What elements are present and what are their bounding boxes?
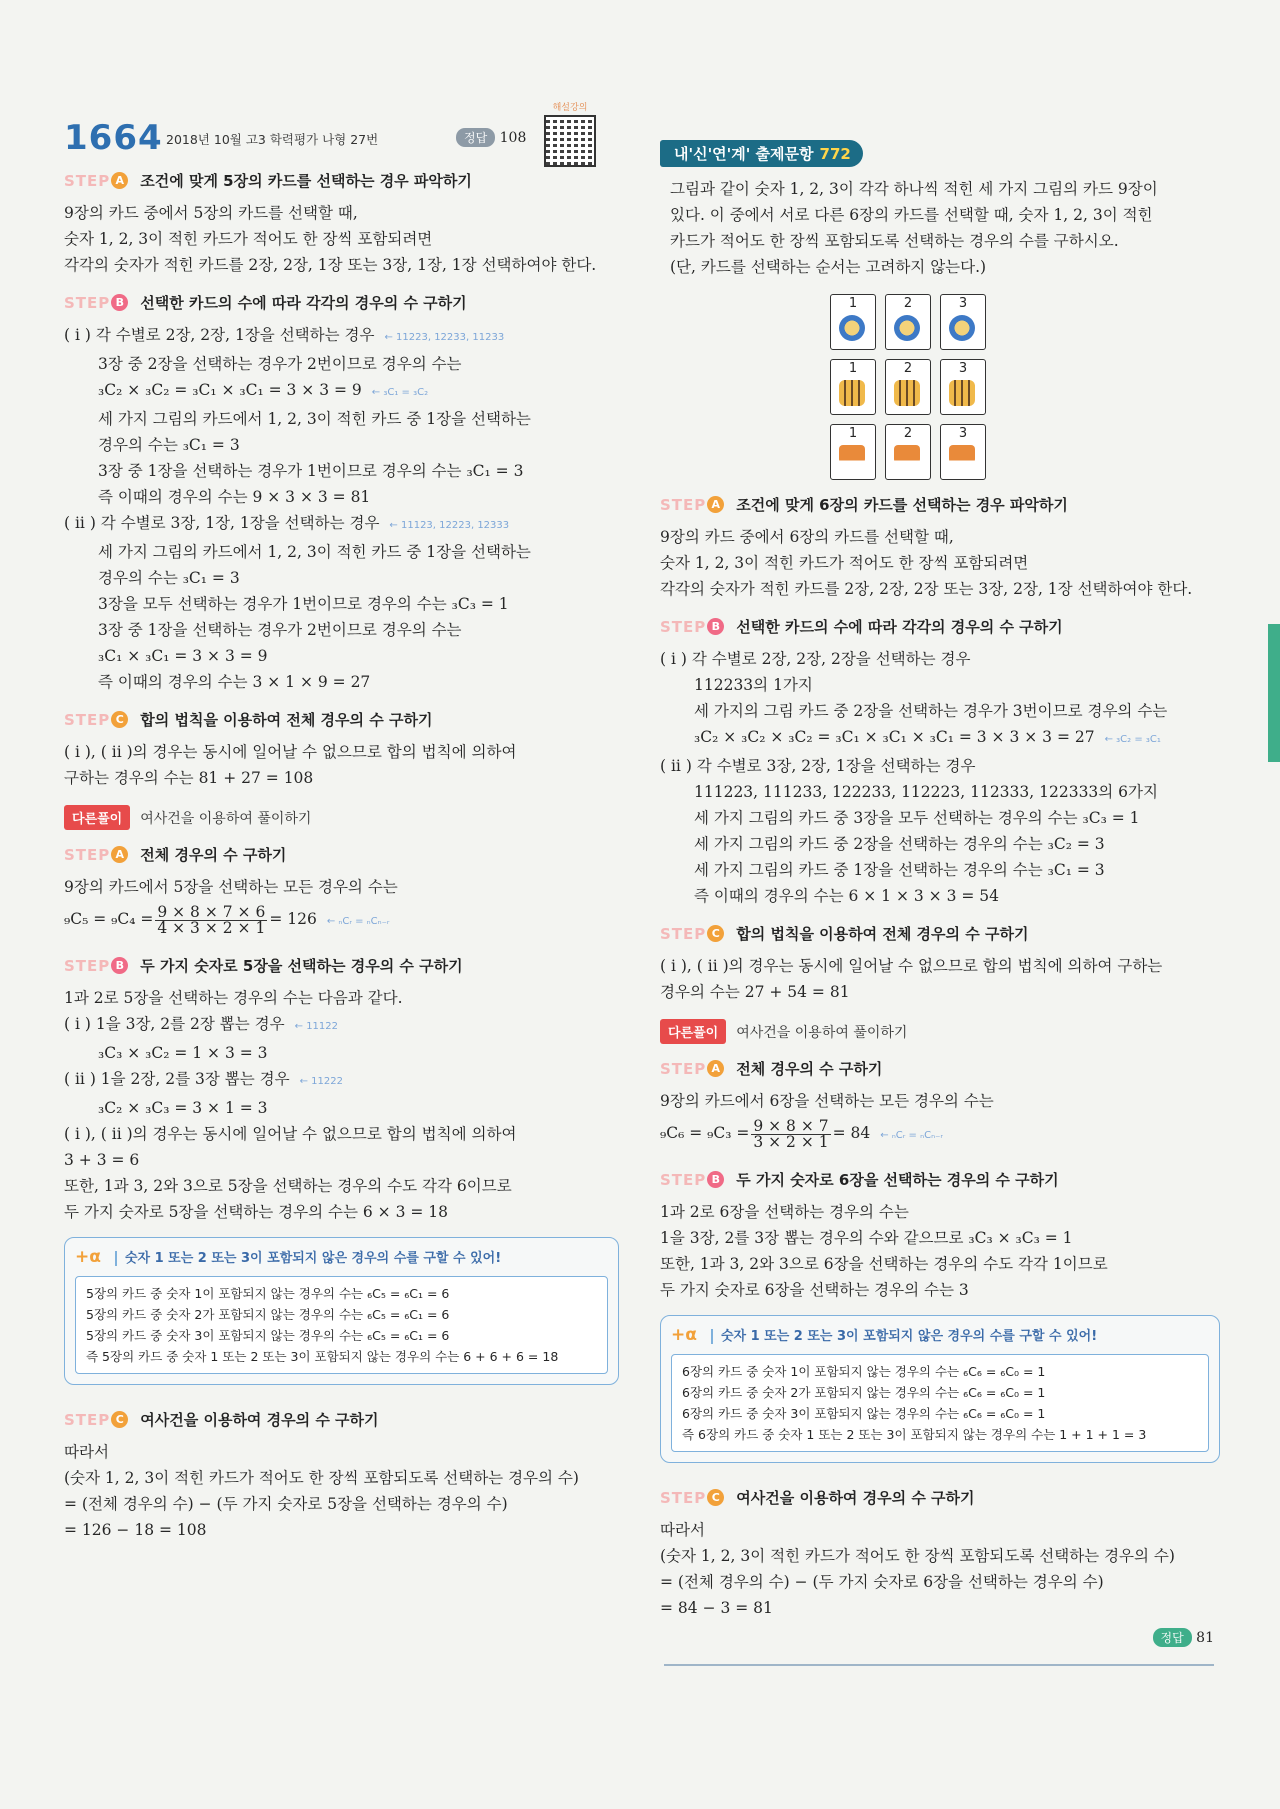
qr-code-icon[interactable] <box>544 115 596 167</box>
step-c-header <box>64 707 619 733</box>
case-heading: ( i ) 각 수별로 2장, 2장, 2장을 선택하는 경우 <box>660 650 971 668</box>
step-word: STEP <box>660 925 707 943</box>
alt-step-c-header <box>660 1485 1220 1511</box>
linked-problem-banner: 내'신'연'계' 출제문항 772 <box>660 140 863 167</box>
step-title: 여사건을 이용하여 경우의 수 구하기 <box>736 1489 975 1507</box>
card: 2 <box>885 294 931 350</box>
question-number: 1664 <box>64 118 163 158</box>
plus-alpha-body <box>75 1276 608 1374</box>
step-letter: A <box>707 496 724 513</box>
plus-alpha-header <box>75 1246 608 1268</box>
text-line: = (전체 경우의 수) − (두 가지 숫자로 6장을 선택하는 경우의 수) <box>660 1573 1104 1591</box>
step-word: STEP <box>64 1411 111 1429</box>
step-title: 조건에 맞게 5장의 카드를 선택하는 경우 파악하기 <box>140 172 472 190</box>
answer-badge: 정답 <box>456 128 495 147</box>
lecture-qr[interactable] <box>542 100 598 167</box>
lion-icon <box>839 315 865 341</box>
plus-alpha-icon: +α <box>75 1247 101 1267</box>
text-line: ( i ), ( ii )의 경우는 동시에 일어날 수 없으므로 합의 법칙에 의하여 <box>64 1125 517 1143</box>
fraction: $\frac{9 \times 8 \times 7 \times 6}{4 \times 3 \times 2 \times 1}$ <box>157 902 266 937</box>
step-title: 선택한 카드의 수에 따라 각각의 경우의 수 구하기 <box>140 294 467 312</box>
formula-line: ₉C₅ = ₉C₄ = $\frac{9 \times 8 \times 7 \times 6}{4 \times 3 \times 2 \times 1}$ = 126 ← ₙCᵣ = ₙCₙ₋ᵣ <box>64 902 390 937</box>
text-line: 6장의 카드 중 숫자 2가 포함되지 않는 경우의 수는 ₆C₆ = ₆C₀ = 1 <box>682 1385 1046 1400</box>
plus-alpha-header <box>671 1324 1209 1346</box>
text-line: 5장의 카드 중 숫자 3이 포함되지 않는 경우의 수는 ₆C₅ = ₆C₁ = 6 <box>86 1328 450 1343</box>
problem-line: (단, 카드를 선택하는 순서는 고려하지 않는다.) <box>670 258 987 276</box>
lion-icon <box>894 315 920 341</box>
text-line: 숫자 1, 2, 3이 적힌 카드가 적어도 한 장씩 포함되려면 <box>660 554 1029 572</box>
plus-alpha-box <box>64 1237 619 1385</box>
step-title: 여사건을 이용하여 경우의 수 구하기 <box>140 1411 379 1429</box>
step-letter: C <box>111 1411 128 1428</box>
alt-step-a-header <box>660 1056 1220 1082</box>
plus-alpha-title: 숫자 1 또는 2 또는 3이 포함되지 않은 경우의 수를 구할 수 있어! <box>115 1251 501 1266</box>
text-line: (숫자 1, 2, 3이 적힌 카드가 적어도 한 장씩 포함되도록 선택하는 경우의 수) <box>64 1469 579 1487</box>
answer-value: 81 <box>1196 1630 1214 1646</box>
text-line: 즉 이때의 경우의 수는 9 × 3 × 3 = 81 <box>98 488 371 506</box>
text-line: 1과 2로 5장을 선택하는 경우의 수는 다음과 같다. <box>64 989 403 1007</box>
problem-line: 그림과 같이 숫자 1, 2, 3이 각각 하나씩 적힌 세 가지 그림의 카드 9장이 <box>670 180 1158 198</box>
text-line: 즉 이때의 경우의 수는 3 × 1 × 9 = 27 <box>98 673 371 691</box>
step-title: 합의 법칙을 이용하여 전체 경우의 수 구하기 <box>736 925 1029 943</box>
text-line: 3 + 3 = 6 <box>64 1151 140 1169</box>
step-title: 합의 법칙을 이용하여 전체 경우의 수 구하기 <box>140 711 433 729</box>
alt-badge: 다른풀이 <box>64 805 130 830</box>
tiger-icon <box>894 380 920 406</box>
text-line: 9장의 카드에서 6장을 선택하는 모든 경우의 수는 <box>660 1092 994 1110</box>
bottom-divider <box>664 1664 1214 1666</box>
case-heading: ( ii ) 1을 2장, 2를 3장 뽑는 경우 ← 11222 <box>64 1070 343 1088</box>
step-word: STEP <box>660 618 707 636</box>
text-line: 따라서 <box>64 1443 109 1461</box>
text-line: 두 가지 숫자로 6장을 선택하는 경우의 수는 3 <box>660 1281 969 1299</box>
text-line: 9장의 카드에서 5장을 선택하는 모든 경우의 수는 <box>64 878 398 896</box>
step-letter: C <box>111 711 128 728</box>
text-line: = 126 − 18 = 108 <box>64 1521 207 1539</box>
text-line: (숫자 1, 2, 3이 적힌 카드가 적어도 한 장씩 포함되도록 선택하는 경우의 수) <box>660 1547 1175 1565</box>
final-answer <box>1153 1628 1214 1647</box>
alt-step-a-header <box>64 842 619 868</box>
alt-step-b-header <box>64 953 619 979</box>
side-note: ← 11223, 12233, 11233 <box>384 332 505 343</box>
step-title: 조건에 맞게 6장의 카드를 선택하는 경우 파악하기 <box>736 496 1068 514</box>
step-title: 두 가지 숫자로 6장을 선택하는 경우의 수 구하기 <box>736 1171 1059 1189</box>
step-word: STEP <box>64 846 111 864</box>
text-line: = 84 − 3 = 81 <box>660 1599 773 1617</box>
card: 3 <box>940 294 986 350</box>
step-letter: B <box>111 294 128 311</box>
text-line: 세 가지의 그림 카드 중 2장을 선택하는 경우가 3번이므로 경우의 수는 <box>694 702 1168 720</box>
text-line: 세 가지 그림의 카드에서 1, 2, 3이 적힌 카드 중 1장을 선택하는 <box>98 410 531 428</box>
alternative-solution-header <box>660 1019 1220 1044</box>
text-line: 9장의 카드 중에서 5장의 카드를 선택할 때, <box>64 204 358 222</box>
formula-line: ₃C₂ × ₃C₂ = ₃C₁ × ₃C₁ = 3 × 3 = 9 ← ₃C₁ = ₃C₂ <box>98 381 429 399</box>
text-line: 또한, 1과 3, 2와 3으로 6장을 선택하는 경우의 수도 각각 1이므로 <box>660 1255 1108 1273</box>
text-line: = (전체 경우의 수) − (두 가지 숫자로 5장을 선택하는 경우의 수) <box>64 1495 508 1513</box>
formula-line: ₃C₃ × ₃C₂ = 1 × 3 = 3 <box>98 1044 268 1062</box>
text-line: 세 가지 그림의 카드 중 1장을 선택하는 경우의 수는 ₃C₁ = 3 <box>694 861 1105 879</box>
card: 1 <box>830 294 876 350</box>
plus-alpha-box <box>660 1315 1220 1463</box>
formula-line: ₃C₁ × ₃C₁ = 3 × 3 = 9 <box>98 647 268 665</box>
linked-problem-number: 772 <box>819 145 851 163</box>
case-heading: ( i ) 각 수별로 2장, 2장, 1장을 선택하는 경우 ← 11223, 12233, 11233 <box>64 326 505 344</box>
fox-icon <box>949 445 975 471</box>
step-title: 전체 경우의 수 구하기 <box>140 846 287 864</box>
text-line: 3장을 모두 선택하는 경우가 1번이므로 경우의 수는 ₃C₃ = 1 <box>98 595 509 613</box>
fox-icon <box>839 445 865 471</box>
text-line: 3장 중 1장을 선택하는 경우가 1번이므로 경우의 수는 ₃C₁ = 3 <box>98 462 524 480</box>
card-row-fox <box>830 424 1220 480</box>
text-line: 각각의 숫자가 적힌 카드를 2장, 2장, 2장 또는 3장, 2장, 1장 선택하여야 한다. <box>660 580 1193 598</box>
step-letter: C <box>707 1489 724 1506</box>
step-letter: C <box>707 925 724 942</box>
plus-alpha-title: 숫자 1 또는 2 또는 3이 포함되지 않은 경우의 수를 구할 수 있어! <box>711 1329 1097 1344</box>
card: 1 <box>830 359 876 415</box>
text-line: 세 가지 그림의 카드에서 1, 2, 3이 적힌 카드 중 1장을 선택하는 <box>98 543 531 561</box>
text-line: 경우의 수는 27 + 54 = 81 <box>660 983 850 1001</box>
question-answer <box>456 128 526 147</box>
linked-problem-772 <box>660 140 1220 1621</box>
step-word: STEP <box>660 1489 707 1507</box>
step-letter: B <box>111 957 128 974</box>
alt-step-b-header <box>660 1167 1220 1193</box>
answer-badge: 정답 <box>1153 1628 1192 1647</box>
fraction: $\frac{9 \times 8 \times 7}{3 \times 2 \times 1}$ <box>753 1116 829 1151</box>
step-word: STEP <box>660 1060 707 1078</box>
formula-line: ₉C₆ = ₉C₃ = $\frac{9 \times 8 \times 7}{3 \times 2 \times 1}$ = 84 ← ₙCᵣ = ₙCₙ₋ᵣ <box>660 1116 943 1151</box>
card: 1 <box>830 424 876 480</box>
text-line: 각각의 숫자가 적힌 카드를 2장, 2장, 1장 또는 3장, 1장, 1장 선택하여야 한다. <box>64 256 597 274</box>
qr-label: 해설강의 <box>552 103 588 113</box>
text-line: 경우의 수는 ₃C₁ = 3 <box>98 569 240 587</box>
step-word: STEP <box>64 711 111 729</box>
text-line: 숫자 1, 2, 3이 적힌 카드가 적어도 한 장씩 포함되려면 <box>64 230 433 248</box>
card: 2 <box>885 359 931 415</box>
question-header <box>64 103 619 158</box>
step-word: STEP <box>660 496 707 514</box>
tiger-icon <box>839 380 865 406</box>
step-letter: A <box>111 172 128 189</box>
step-title: 두 가지 숫자로 5장을 선택하는 경우의 수 구하기 <box>140 957 463 975</box>
step-word: STEP <box>64 957 111 975</box>
text-line: 112233의 1가지 <box>694 676 813 694</box>
step-word: STEP <box>660 1171 707 1189</box>
step-b-header <box>660 614 1220 640</box>
step-title: 선택한 카드의 수에 따라 각각의 경우의 수 구하기 <box>736 618 1063 636</box>
text-line: 3장 중 2장을 선택하는 경우가 2번이므로 경우의 수는 <box>98 355 462 373</box>
text-line: 1을 3장, 2를 3장 뽑는 경우의 수와 같으므로 ₃C₃ × ₃C₃ = 1 <box>660 1229 1073 1247</box>
step-title: 전체 경우의 수 구하기 <box>736 1060 883 1078</box>
fox-icon <box>894 445 920 471</box>
text-line: 1과 2로 6장을 선택하는 경우의 수는 <box>660 1203 909 1221</box>
text-line: 5장의 카드 중 숫자 2가 포함되지 않는 경우의 수는 ₆C₅ = ₆C₁ = 6 <box>86 1307 450 1322</box>
text-line: 세 가지 그림의 카드 중 3장을 모두 선택하는 경우의 수는 ₃C₃ = 1 <box>694 809 1140 827</box>
side-note: ← 11222 <box>299 1076 343 1087</box>
tiger-icon <box>949 380 975 406</box>
text-line: ( i ), ( ii )의 경우는 동시에 일어날 수 없으므로 합의 법칙에 의하여 <box>64 743 517 761</box>
text-line: 9장의 카드 중에서 6장의 카드를 선택할 때, <box>660 528 954 546</box>
lion-icon <box>949 315 975 341</box>
text-line: 구하는 경우의 수는 81 + 27 = 108 <box>64 769 314 787</box>
text-line: 즉 이때의 경우의 수는 6 × 1 × 3 × 3 = 54 <box>694 887 1000 905</box>
text-line: 또한, 1과 3, 2와 3으로 5장을 선택하는 경우의 수도 각각 6이므로 <box>64 1177 512 1195</box>
step-word: STEP <box>64 294 111 312</box>
side-note: ← ₙCᵣ = ₙCₙ₋ᵣ <box>326 916 390 927</box>
text-line: 따라서 <box>660 1521 705 1539</box>
side-note: ← ₃C₂ = ₃C₁ <box>1104 734 1161 745</box>
side-note: ← ₙCᵣ = ₙCₙ₋ᵣ <box>880 1130 943 1141</box>
formula-line: ₃C₂ × ₃C₃ = 3 × 1 = 3 <box>98 1099 268 1117</box>
problem-line: 있다. 이 중에서 서로 다른 6장의 카드를 선택할 때, 숫자 1, 2, 3이 적힌 <box>670 206 1153 224</box>
step-letter: A <box>707 1060 724 1077</box>
problem-line: 카드가 적어도 한 장씩 포함되도록 선택하는 경우의 수를 구하시오. <box>670 232 1119 250</box>
step-word: STEP <box>64 172 111 190</box>
plus-alpha-icon: +α <box>671 1325 697 1345</box>
text-line: 6장의 카드 중 숫자 3이 포함되지 않는 경우의 수는 ₆C₆ = ₆C₀ = 1 <box>682 1406 1046 1421</box>
question-source: 2018년 10월 고3 학력평가 나형 27번 <box>166 132 379 147</box>
text-line: 5장의 카드 중 숫자 1이 포함되지 않는 경우의 수는 ₆C₅ = ₆C₁ = 6 <box>86 1286 450 1301</box>
case-heading: ( ii ) 각 수별로 3장, 1장, 1장을 선택하는 경우 ← 11123, 12223, 12333 <box>64 514 510 532</box>
text-line: 경우의 수는 ₃C₁ = 3 <box>98 436 240 454</box>
step-b-header <box>64 290 619 316</box>
step-letter: A <box>111 846 128 863</box>
text-line: 6장의 카드 중 숫자 1이 포함되지 않는 경우의 수는 ₆C₆ = ₆C₀ = 1 <box>682 1364 1046 1379</box>
text-line: 3장 중 1장을 선택하는 경우가 2번이므로 경우의 수는 <box>98 621 462 639</box>
formula-line: ₃C₂ × ₃C₂ × ₃C₂ = ₃C₁ × ₃C₁ × ₃C₁ = 3 × 3 × 3 = 27 ← ₃C₂ = ₃C₁ <box>694 728 1161 746</box>
alt-title: 여사건을 이용하여 풀이하기 <box>736 1025 908 1041</box>
alternative-solution-header <box>64 805 619 830</box>
side-note: ← 11122 <box>294 1021 339 1032</box>
case-heading: ( i ) 1을 3장, 2를 2장 뽑는 경우 ← 11122 <box>64 1015 339 1033</box>
solution-1664 <box>64 103 619 1543</box>
step-a-header <box>64 168 619 194</box>
side-note: ← 11123, 12223, 12333 <box>389 520 510 531</box>
text-line: 두 가지 숫자로 5장을 선택하는 경우의 수는 6 × 3 = 18 <box>64 1203 449 1221</box>
alt-badge: 다른풀이 <box>660 1019 726 1044</box>
card: 3 <box>940 359 986 415</box>
card-row-lion <box>830 294 1220 350</box>
side-note: ← ₃C₁ = ₃C₂ <box>371 387 429 398</box>
card-row-tiger <box>830 359 1220 415</box>
plus-alpha-body <box>671 1354 1209 1452</box>
step-letter: B <box>707 618 724 635</box>
alt-step-c-header <box>64 1407 619 1433</box>
chapter-side-tab <box>1268 624 1280 762</box>
card: 2 <box>885 424 931 480</box>
step-c-header <box>660 921 1220 947</box>
step-a-header <box>660 492 1220 518</box>
text-line: 111223, 111233, 122233, 112223, 112333, 122333의 6가지 <box>694 783 1158 801</box>
linked-problem-header <box>660 140 1220 166</box>
text-line: 즉 5장의 카드 중 숫자 1 또는 2 또는 3이 포함되지 않는 경우의 수는 6 + 6 + 6 = 18 <box>86 1349 559 1364</box>
text-line: ( i ), ( ii )의 경우는 동시에 일어날 수 없으므로 합의 법칙에 의하여 구하는 <box>660 957 1163 975</box>
card: 3 <box>940 424 986 480</box>
card-figure <box>830 294 1220 480</box>
text-line: 즉 6장의 카드 중 숫자 1 또는 2 또는 3이 포함되지 않는 경우의 수는 1 + 1 + 1 = 3 <box>682 1427 1147 1442</box>
case-heading: ( ii ) 각 수별로 3장, 2장, 1장을 선택하는 경우 <box>660 757 976 775</box>
answer-value: 108 <box>499 130 527 146</box>
alt-title: 여사건을 이용하여 풀이하기 <box>140 811 312 827</box>
step-letter: B <box>707 1171 724 1188</box>
text-line: 세 가지 그림의 카드 중 2장을 선택하는 경우의 수는 ₃C₂ = 3 <box>694 835 1105 853</box>
